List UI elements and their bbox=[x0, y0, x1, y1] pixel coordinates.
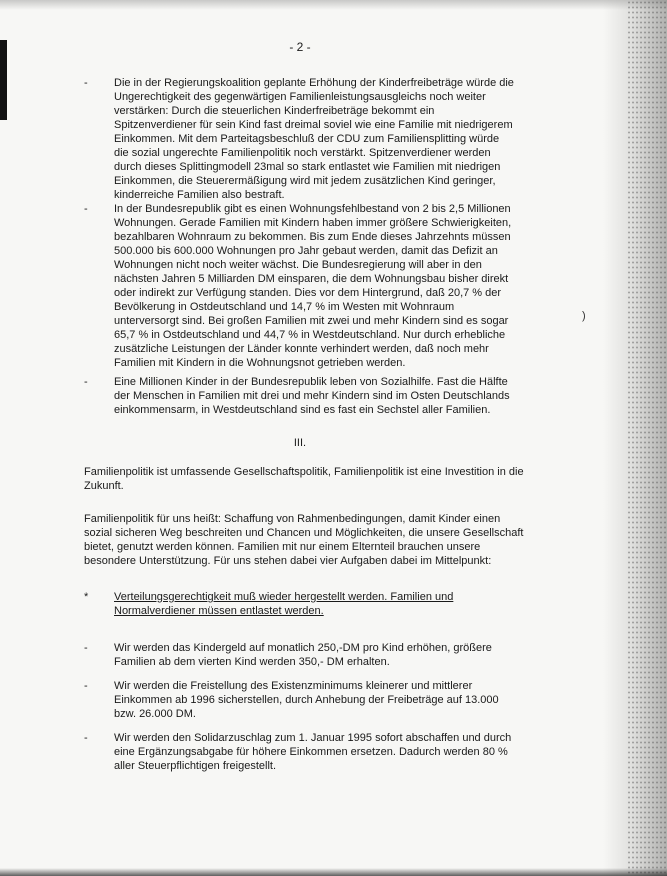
list-item-text: Verteilungsgerechtigkeit muß wieder hergestellt werden. Familien und Normalverdiener müssen entlastet werden. bbox=[114, 591, 454, 617]
list-item-text: Wir werden das Kindergeld auf monatlich 250,-DM pro Kind erhöhen, größere Familien ab dem vierten Kind werden 350,- DM erhalten. bbox=[114, 642, 492, 668]
margin-mark: ) bbox=[582, 310, 586, 322]
list-item-text: Die in der Regierungskoalition geplante Erhöhung der Kinderfreibeträge würde die Ungerechtigkeit des gegenwärtigen Familienleistungsausgleichs noch weiter verstärken: Durch die steuerlichen Kinderfreibeträge bekommt ein Spitzenverdiener für sein Kind fast dreimal soviel wie eine Familie mit niedrigerem Einkommen. Mit dem Parteitagsbeschluß der CDU zum Familiensplitting würde die sozial ungerechte Familienpolitik noch verstärkt. Spitzenverdiener werden durch dieses Splittingmodell 23mal so stark entlastet wie Familien mit niedrigen Einkommen, die Steuerermäßigung wird mit jedem zusätzlichen Kind geringer, kinderreiche Familien also bestraft. bbox=[114, 77, 514, 201]
scan-edge-top bbox=[0, 0, 667, 10]
star-marker: * bbox=[84, 591, 89, 603]
bullet-marker: - bbox=[84, 203, 88, 215]
bullet-marker: - bbox=[84, 642, 88, 654]
bullet-marker: - bbox=[84, 376, 88, 388]
scan-noise-right bbox=[627, 0, 667, 876]
list-item-text: Wir werden die Freistellung des Existenzminimums kleinerer und mittlerer Einkommen ab 1996 sicherstellen, durch Anhebung der Freibeträge auf 13.000 bzw. 26.000 DM. bbox=[114, 680, 499, 720]
paragraph: Familienpolitik ist umfassende Gesellschaftspolitik, Familienpolitik ist eine Investition in die Zukunft. bbox=[84, 466, 524, 492]
list-item-text: Eine Millionen Kinder in der Bundesrepublik leben von Sozialhilfe. Fast die Hälfte der Menschen in Familien mit drei und mehr Kindern sind im Osten Deutschlands einkommensarm, in Westdeutschland sind es fast ein Sechstel aller Familien. bbox=[114, 376, 510, 416]
bullet-marker: - bbox=[84, 77, 88, 89]
scan-edge-bottom bbox=[0, 868, 667, 876]
list-item-text: In der Bundesrepublik gibt es einen Wohnungsfehlbestand von 2 bis 2,5 Millionen Wohnungen. Gerade Familien mit Kindern haben immer größere Schwierigkeiten, bezahlbaren Wohnraum zu bekommen. Bis zum Ende dieses Jahrzehnts müssen 500.000 bis 600.000 Wohnungen pro Jahr gebaut werden, damit das Defizit an Wohnungen nicht noch weiter wächst. Die Bundesregierung will aber in den nächsten Jahren 5 Milliarden DM einsparen, die dem Wohnungsbau bisher direkt oder indirekt zur Verfügung standen. Dies vor dem Hintergrund, daß 20,7 % der Bevölkerung in Ostdeutschland und 14,7 % im Westen mit Wohnraum unterversorgt sind. Bei großen Familien mit zwei und mehr Kindern sind es sogar 65,7 % in Ostdeutschland und 44,7 % in Westdeutschland. Nur durch erhebliche zusätzliche Leistungen der Länder konnte verhindert werden, daß noch mehr Familien mit Kindern in die Wohnungsnot getrieben werden. bbox=[114, 203, 512, 369]
paragraph: Familienpolitik für uns heißt: Schaffung von Rahmenbedingungen, damit Kinder einen sozial sicheren Weg beschreiten und Chancen und Möglichkeiten, die unsere Gesellschaft bietet, genutzt werden können. Familien mit nur einem Elternteil brauchen unsere besondere Unterstützung. Für uns stehen dabei vier Aufgaben dabei im Mittelpunkt: bbox=[84, 513, 524, 567]
list-item-text: Wir werden den Solidarzuschlag zum 1. Januar 1995 sofort abschaffen und durch eine Ergänzungsabgabe für höhere Einkommen ersetzen. Dadurch werden 80 % aller Steuerpflichtigen freigestellt. bbox=[114, 732, 512, 772]
page-number: - 2 - bbox=[289, 40, 311, 54]
bullet-marker: - bbox=[84, 732, 88, 744]
section-heading: III. bbox=[293, 437, 307, 449]
bullet-marker: - bbox=[84, 680, 88, 692]
